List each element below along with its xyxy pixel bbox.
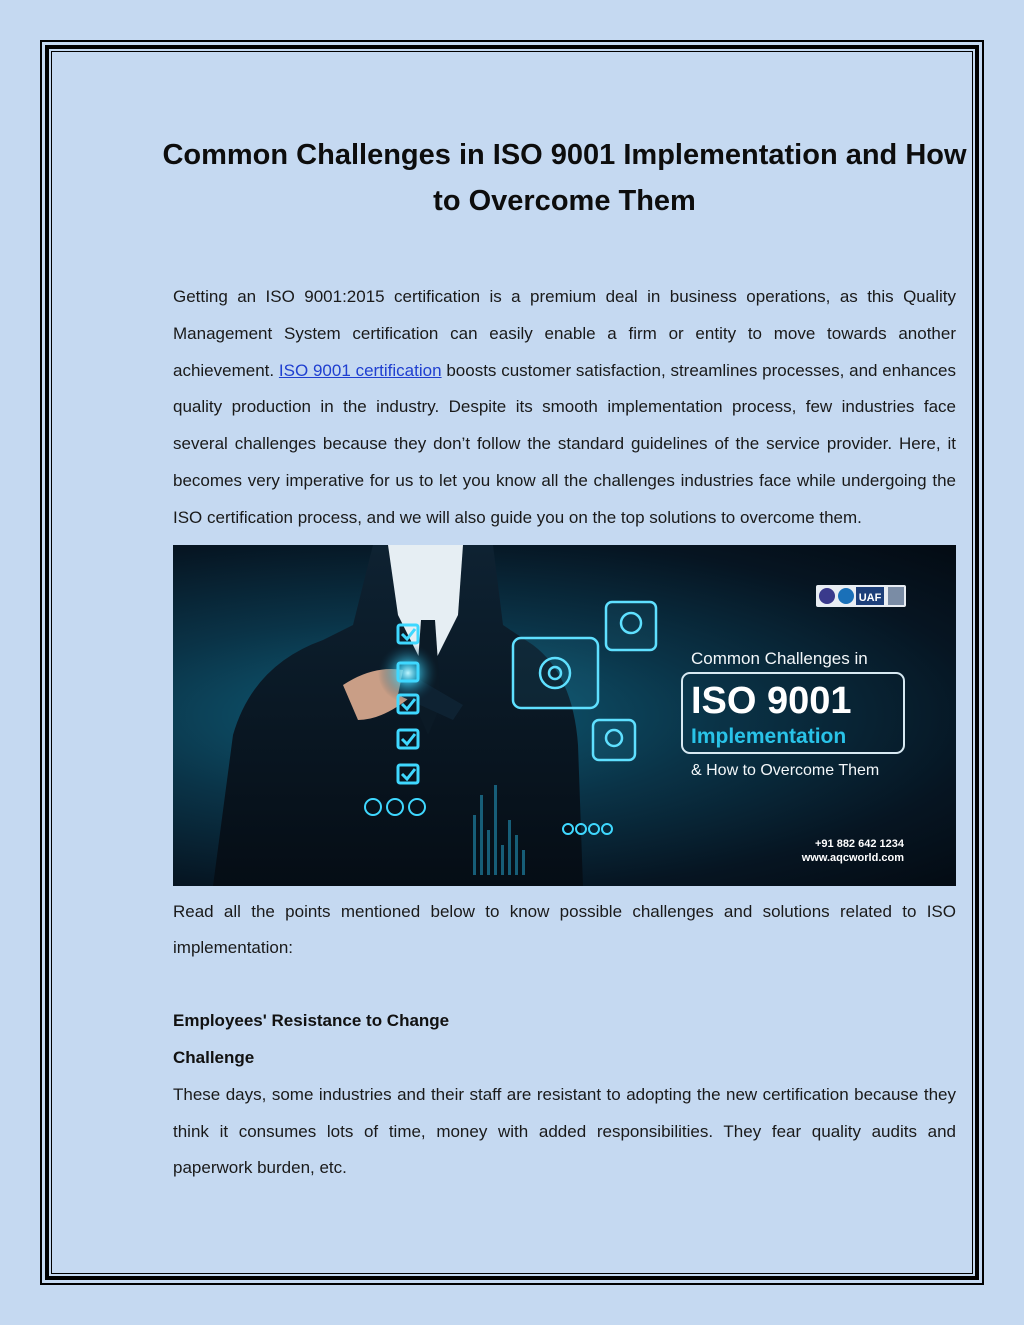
challenge-subheading: Challenge <box>173 1047 255 1067</box>
iso-certification-link[interactable]: ISO 9001 certification <box>278 360 442 380</box>
page-border-inner <box>51 51 973 1274</box>
page-border-middle <box>45 45 979 1280</box>
banner-website: www.aqcworld.com <box>801 851 904 864</box>
banner-graphic <box>173 545 956 886</box>
intro-text-start: Getting an ISO 9001:2015 certification is a premium deal in business operations, as this Quality Management System certification can easily enable a firm or entity to move towards another achievement. <box>173 287 956 380</box>
document-title: Common Challenges in ISO 9001 Implementation and How to Overcome Them <box>162 139 967 217</box>
banner-heading-small: Common Challenges in <box>691 648 868 668</box>
banner-heading-mid: Implementation <box>691 724 847 748</box>
section-spacer <box>173 967 956 1003</box>
challenge-paragraph: These days, some industries and their staff are resistant to adopting the new certification because they think it consumes lots of time, money with added responsibilities. They fear quality audits and paperwork burden, etc. <box>173 1084 956 1178</box>
page-border <box>40 40 984 1285</box>
document-body <box>162 52 967 1187</box>
banner-phone: +91 882 642 1234 <box>814 837 904 850</box>
banner-image <box>173 545 956 886</box>
businessman-illustration <box>213 545 583 886</box>
intro-paragraph <box>173 279 956 537</box>
certification-logos <box>816 585 906 607</box>
intro-text-end: boosts customer satisfaction, streamlines processes, and enhances quality production in the industry. Despite its smooth implementation process, few industries face several challenges because they don’t follow the standard guidelines of the service provider. Here, it becomes very imperative for us to let you know all the challenges industries face while undergoing the ISO certification process, and we will also guide you on the top solutions to overcome them. <box>173 360 957 527</box>
after-image-paragraph: Read all the points mentioned below to know possible challenges and solutions related to ISO implementation: <box>173 901 956 958</box>
banner-heading-tail: & How to Overcome Them <box>691 761 880 779</box>
banner-heading-big: ISO 9001 <box>691 679 852 722</box>
logo-text: UAF <box>858 591 882 604</box>
section-heading: Employees' Resistance to Change <box>173 1011 450 1031</box>
